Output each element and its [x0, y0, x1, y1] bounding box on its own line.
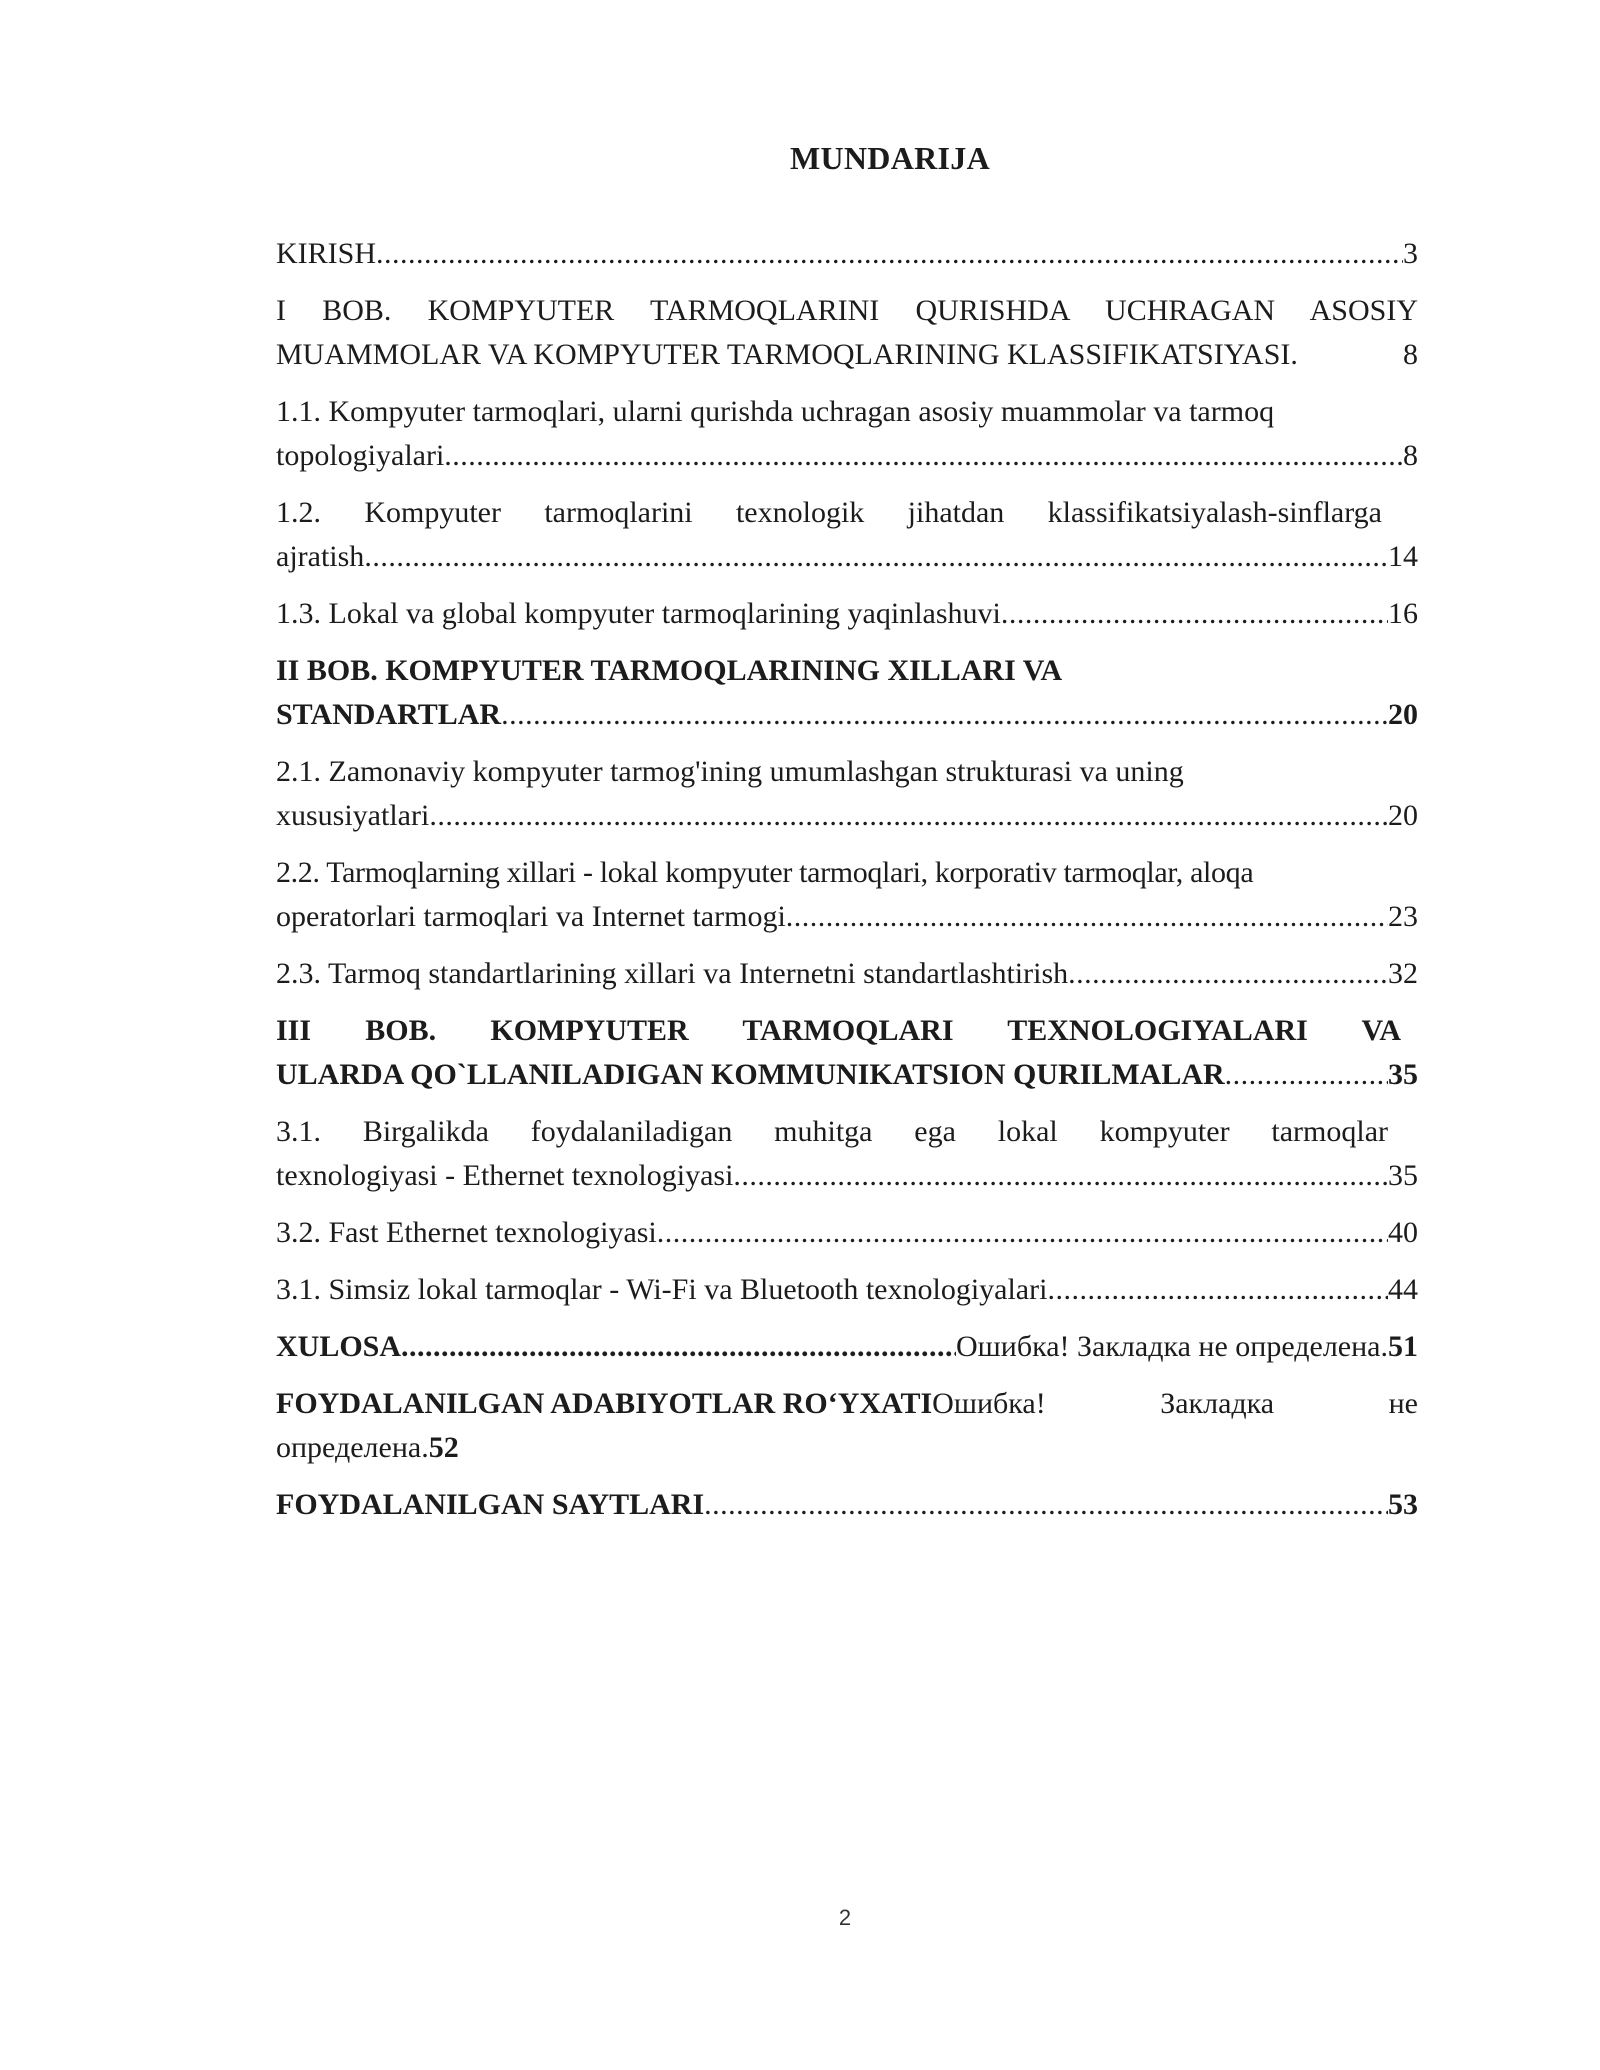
- toc-page-number: 23: [1388, 900, 1418, 933]
- toc-entry-1-2[interactable]: [276, 491, 1418, 579]
- footer-page-number: 2: [838, 1905, 852, 1930]
- toc-entry-title-line-1: 2.2. Tarmoqlarning xillari - lokal kompyuter tarmoqlari, korporativ tarmoqlar, aloqa: [276, 856, 1254, 889]
- toc-entry-bob-3[interactable]: [276, 1009, 1418, 1097]
- toc-page-number: 44: [1388, 1273, 1418, 1306]
- dot-leader: [1225, 1053, 1388, 1097]
- toc-page-number: 40: [1388, 1216, 1418, 1249]
- toc-page-number: 8: [1403, 338, 1418, 371]
- dot-leader: [704, 1483, 1388, 1527]
- toc-page-number: 16: [1388, 597, 1418, 630]
- bookmark-error-word-3: не: [1388, 1387, 1418, 1420]
- toc-entry-title-line-1: 3.1. Birgalikda foydalaniladigan muhitga ega lokal kompyuter tarmoqlar: [276, 1115, 1388, 1148]
- toc-entry-title: 3.2. Fast Ethernet texnologiyasi: [276, 1216, 657, 1249]
- dot-leader: [1047, 1268, 1388, 1312]
- toc-page-number: 35: [1388, 1058, 1418, 1091]
- bookmark-error-word-1: Ошибка!: [932, 1387, 1046, 1420]
- toc-entry-1-1[interactable]: [276, 390, 1418, 478]
- toc-entry-title-line-2: MUAMMOLAR VA KOMPYUTER TARMOQLARINING KLASSIFIKATSIYASI.: [276, 338, 1298, 371]
- dot-leader: [364, 535, 1388, 579]
- toc-page-number: 14: [1388, 540, 1418, 573]
- toc-entry-3-2[interactable]: [276, 1211, 1418, 1255]
- toc-page-number: 53: [1388, 1488, 1418, 1521]
- toc-entry-bob-2[interactable]: [276, 649, 1418, 737]
- toc-page-number: 20: [1388, 799, 1418, 832]
- toc-entry-kirish[interactable]: [276, 232, 1418, 276]
- toc-entry-title-line-1: III BOB. KOMPYUTER TARMOQLARI TEXNOLOGIYALARI VA: [276, 1014, 1401, 1047]
- dot-leader: [657, 1211, 1388, 1255]
- toc-page-number: 20: [1388, 698, 1418, 731]
- toc-entry-saytlari[interactable]: [276, 1483, 1418, 1527]
- bookmark-error-text: Ошибка! Закладка не определена.: [956, 1330, 1388, 1363]
- dot-leader: [429, 794, 1388, 838]
- dot-leader: [1001, 592, 1388, 636]
- bookmark-error-word-2: Закладка: [1160, 1387, 1275, 1420]
- toc-entry-title: XULOSA: [276, 1330, 402, 1363]
- toc-entry-title-line-2: ULARDA QO`LLANILADIGAN KOMMUNIKATSION QURILMALAR: [276, 1058, 1225, 1091]
- dot-leader: [733, 1154, 1388, 1198]
- toc-entry-title-line-2: operatorlari tarmoqlari va Internet tarmogi: [276, 900, 786, 933]
- toc-entry-2-3[interactable]: [276, 952, 1418, 996]
- toc-entry-title-line-1: 1.1. Kompyuter tarmoqlari, ularni qurishda uchragan asosiy muammolar va tarmoq: [276, 395, 1275, 428]
- toc-page-number: 8: [1403, 439, 1418, 472]
- toc-entry-3-1[interactable]: [276, 1110, 1418, 1198]
- toc-entry-title-line-2: xususiyatlari: [276, 799, 430, 832]
- toc-entry-title: 3.1. Simsiz lokal tarmoqlar - Wi-Fi va Bluetooth texnologiyalari: [276, 1273, 1048, 1306]
- toc-entry-title: 1.3. Lokal va global kompyuter tarmoqlarining yaqinlashuvi: [276, 597, 1001, 630]
- page-title: MUNDARIJA: [789, 140, 990, 176]
- toc-entry-title: FOYDALANILGAN ADABIYOTLAR RO‘YXATI: [276, 1387, 933, 1420]
- bookmark-error-line-2: определена.: [276, 1431, 429, 1464]
- dot-leader: [501, 693, 1388, 737]
- toc-entry-title: FOYDALANILGAN SAYTLARI: [276, 1488, 705, 1521]
- toc-entry-title-line-1: I BOB. KOMPYUTER TARMOQLARINI QURISHDA UCHRAGAN ASOSIY: [276, 294, 1418, 327]
- toc-entry-title-line-2: STANDARTLAR: [276, 698, 502, 731]
- dot-leader: [786, 895, 1388, 939]
- toc-entry-adabiyotlar[interactable]: [276, 1382, 1418, 1470]
- toc-entry-3-3[interactable]: [276, 1268, 1418, 1312]
- toc-entry-title: 2.3. Tarmoq standartlarining xillari va Internetni standartlashtirish: [276, 957, 1069, 990]
- toc-entry-title-line-2: ajratish: [276, 540, 365, 573]
- toc-entry-title-line-2: texnologiyasi - Ethernet texnologiyasi: [276, 1159, 734, 1192]
- toc-entry-2-2[interactable]: [276, 851, 1418, 939]
- toc-page-number: 51: [1388, 1330, 1418, 1363]
- toc-entry-title-line-2: topologiyalari: [276, 439, 445, 472]
- toc-entry-title-line-1: II BOB. KOMPYUTER TARMOQLARINING XILLARI VA: [276, 654, 1063, 687]
- toc-page-number: 32: [1388, 957, 1418, 990]
- toc-page-number: 35: [1388, 1159, 1418, 1192]
- dot-leader: [444, 434, 1403, 478]
- toc-entry-xulosa[interactable]: [276, 1325, 1418, 1369]
- toc-page-number: 52: [428, 1431, 459, 1464]
- toc-entry-title: KIRISH: [276, 237, 377, 270]
- toc-entry-1-3[interactable]: [276, 592, 1418, 636]
- dot-leader: [1068, 952, 1388, 996]
- toc-page-number: 3: [1403, 237, 1418, 270]
- table-of-contents: [276, 232, 1418, 1540]
- dot-leader: [401, 1325, 956, 1369]
- toc-entry-2-1[interactable]: [276, 750, 1418, 838]
- toc-entry-bob-1[interactable]: [276, 289, 1418, 377]
- toc-entry-title-line-1: 1.2. Kompyuter tarmoqlarini texnologik jihatdan klassifikatsiyalash-sinflarga: [276, 496, 1382, 529]
- dot-leader: [376, 232, 1403, 276]
- toc-entry-title-line-1: 2.1. Zamonaviy kompyuter tarmog'ining umumlashgan strukturasi va uning: [276, 755, 1184, 788]
